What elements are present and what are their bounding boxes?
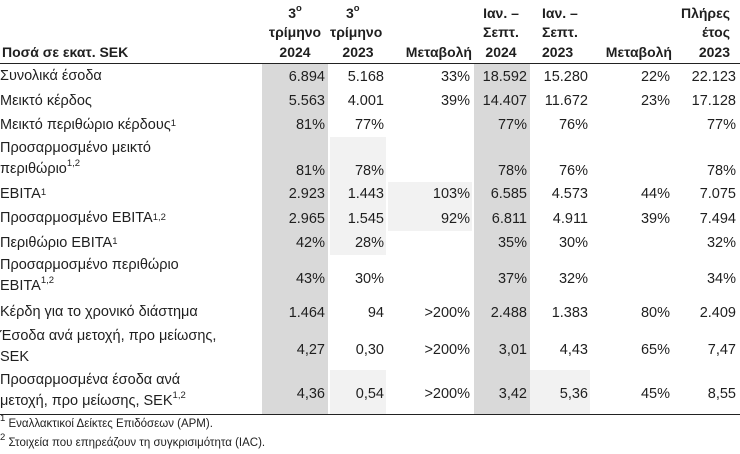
cell-q3-2024: 5.563 — [262, 89, 328, 113]
cell-q3-2024: 1.464 — [262, 299, 328, 326]
cell-q3-2023: 5.168 — [347, 68, 384, 85]
cell-q3-2024: 6.894 — [262, 64, 328, 89]
cell-change-ytd: 44% — [640, 186, 670, 202]
table-row — [0, 326, 740, 370]
cell-change-ytd — [592, 255, 672, 299]
header-q3-2023: $3^o$ τρίμηνο 2023 — [330, 2, 383, 60]
cell-q3-2024: 2.923 — [262, 182, 328, 206]
cell-ytd-2024: 3,01 — [474, 326, 530, 370]
row-label: EBITA $^1$ — [0, 185, 47, 202]
cell-change-ytd — [592, 137, 672, 182]
cell-ytd-2024: 6.585 — [474, 182, 530, 206]
header-ytd-2023: Ιαν. – Σεπτ. 2023 — [542, 4, 578, 60]
cell-q3-2023: 30% — [354, 271, 384, 287]
cell-ytd-2024: 78% — [474, 137, 530, 182]
row-label: Μεικτό περιθώριο κέρδους $^1$ — [0, 116, 177, 133]
cell-ytd-2023: 5,36 — [530, 370, 590, 414]
table-row — [0, 370, 740, 414]
cell-change-q: 33% — [440, 68, 470, 85]
cell-q3-2023: 0,54 — [330, 370, 386, 414]
cell-change-q — [388, 113, 472, 137]
header-amounts-label: Ποσά σε εκατ. SEK — [2, 43, 129, 60]
cell-ytd-2023: 1.383 — [551, 304, 588, 321]
footnote-2: $^2$ Στοιχεία που επηρεάζουν τη συγκρισιμότητα (IAC). — [0, 432, 266, 449]
cell-change-q: 39% — [440, 93, 470, 109]
row-label: Μεικτό κέρδος — [0, 92, 92, 109]
cell-ytd-2023: 4.911 — [552, 210, 588, 227]
table-row — [0, 137, 740, 182]
row-label: Προσαρμοσμένα έσοδα ανά μετοχή, προ μείωσης, SEK$^{1,2}$ — [0, 372, 186, 409]
cell-ytd-2023: 4.573 — [551, 186, 588, 202]
cell-ytd-2024: 2.488 — [474, 299, 530, 326]
row-label: Προσαρμοσμένο μεικτό περιθώριο$^{1,2}$ — [0, 140, 151, 177]
cell-ytd-2024: 18.592 — [474, 64, 530, 89]
cell-fy-2023: 34% — [706, 271, 736, 287]
cell-q3-2024: 43% — [262, 255, 328, 299]
cell-q3-2024: 81% — [262, 113, 328, 137]
cell-q3-2023: 78% — [330, 137, 386, 182]
cell-q3-2024: 4,36 — [262, 370, 328, 414]
cell-fy-2023: 8,55 — [707, 386, 736, 402]
cell-fy-2023: 77% — [706, 117, 736, 133]
table-row — [0, 255, 740, 299]
table-row — [0, 231, 740, 255]
cell-q3-2024: 42% — [262, 231, 328, 255]
row-label: Έσοδα ανά μετοχή, προ μείωσης, SEK — [0, 328, 217, 365]
row-label: Περιθώριο EBITA $^1$ — [0, 234, 118, 251]
cell-q3-2023: 0,30 — [355, 342, 384, 358]
cell-ytd-2023: 76% — [558, 117, 588, 133]
cell-ytd-2023: 4,43 — [559, 342, 588, 358]
cell-ytd-2024: 37% — [474, 255, 530, 299]
table-row — [0, 113, 740, 137]
cell-change-q — [388, 255, 472, 299]
header-q3-2024: $3^o$ τρίμηνο 2024 — [268, 2, 322, 60]
cell-change-ytd: 45% — [640, 386, 670, 402]
cell-q3-2024: 81% — [262, 137, 328, 182]
header-ytd-2024: Ιαν. – Σεπτ. 2024 — [483, 4, 519, 60]
cell-change-ytd: 65% — [640, 342, 670, 358]
cell-fy-2023: 7.494 — [699, 210, 736, 227]
row-label: Κέρδη για το χρονικό διάστημα — [0, 304, 198, 320]
cell-ytd-2024: 14.407 — [474, 89, 530, 113]
cell-q3-2023: 77% — [354, 117, 384, 133]
cell-q3-2023: 1.443 — [330, 182, 386, 206]
table-row — [0, 64, 740, 89]
cell-ytd-2024: 35% — [474, 231, 530, 255]
cell-ytd-2023: 15.280 — [543, 68, 588, 85]
cell-change-q — [388, 231, 472, 255]
cell-q3-2023: 28% — [330, 231, 386, 255]
footnote-1: $^1$ Εναλλακτικοί Δείκτες Επιδόσεων (APM). — [0, 413, 213, 430]
cell-q3-2023: 94 — [367, 304, 384, 321]
row-label: Προσαρμοσμένο EBITA $^{1,2}$ — [0, 210, 166, 226]
cell-ytd-2024: 77% — [474, 113, 530, 137]
cell-fy-2023: 7,47 — [707, 342, 736, 358]
cell-change-q — [388, 137, 472, 182]
header-fy-2023: Πλήρες έτος 2023 — [680, 4, 730, 60]
cell-q3-2024: 2.965 — [262, 206, 328, 231]
cell-change-ytd: 23% — [640, 93, 670, 109]
cell-ytd-2023: 11.672 — [544, 93, 588, 109]
cell-fy-2023: 32% — [706, 235, 736, 251]
cell-fy-2023: 17.128 — [691, 93, 736, 109]
table-row — [0, 299, 740, 326]
table-header — [0, 0, 740, 62]
cell-fy-2023: 7.075 — [699, 186, 736, 202]
cell-change-ytd: 80% — [640, 304, 670, 321]
cell-fy-2023: 22.123 — [691, 68, 736, 85]
cell-change-q: 103% — [388, 182, 472, 206]
cell-ytd-2024: 3,42 — [474, 370, 530, 414]
cell-change-ytd: 39% — [640, 210, 670, 227]
cell-ytd-2023: 76% — [558, 163, 588, 179]
cell-change-ytd — [592, 113, 672, 137]
row-label: Συνολικά έσοδα — [0, 68, 102, 84]
cell-change-q: >200% — [424, 386, 470, 402]
cell-ytd-2023: 32% — [558, 271, 588, 287]
cell-ytd-2023: 30% — [558, 235, 588, 251]
header-change-ytd: Μεταβολή — [605, 43, 672, 60]
cell-q3-2024: 4,27 — [262, 326, 328, 370]
cell-change-q: 92% — [388, 206, 472, 231]
cell-fy-2023: 78% — [706, 163, 736, 179]
cell-q3-2023: 4.001 — [347, 93, 384, 109]
table-row — [0, 182, 740, 206]
bottom-rule — [0, 414, 740, 415]
cell-change-ytd: 22% — [640, 68, 670, 85]
table-row — [0, 89, 740, 113]
header-change-q: Μεταβολή — [405, 43, 472, 60]
cell-q3-2023: 1.545 — [330, 206, 386, 231]
cell-change-q: >200% — [424, 304, 470, 321]
cell-change-ytd — [592, 231, 672, 255]
row-label: Προσαρμοσμένο περιθώριο EBITA$^{1,2}$ — [0, 257, 179, 294]
table-row — [0, 206, 740, 231]
cell-change-q: >200% — [424, 342, 470, 358]
cell-fy-2023: 2.409 — [699, 304, 736, 321]
cell-ytd-2024: 6.811 — [474, 206, 530, 231]
